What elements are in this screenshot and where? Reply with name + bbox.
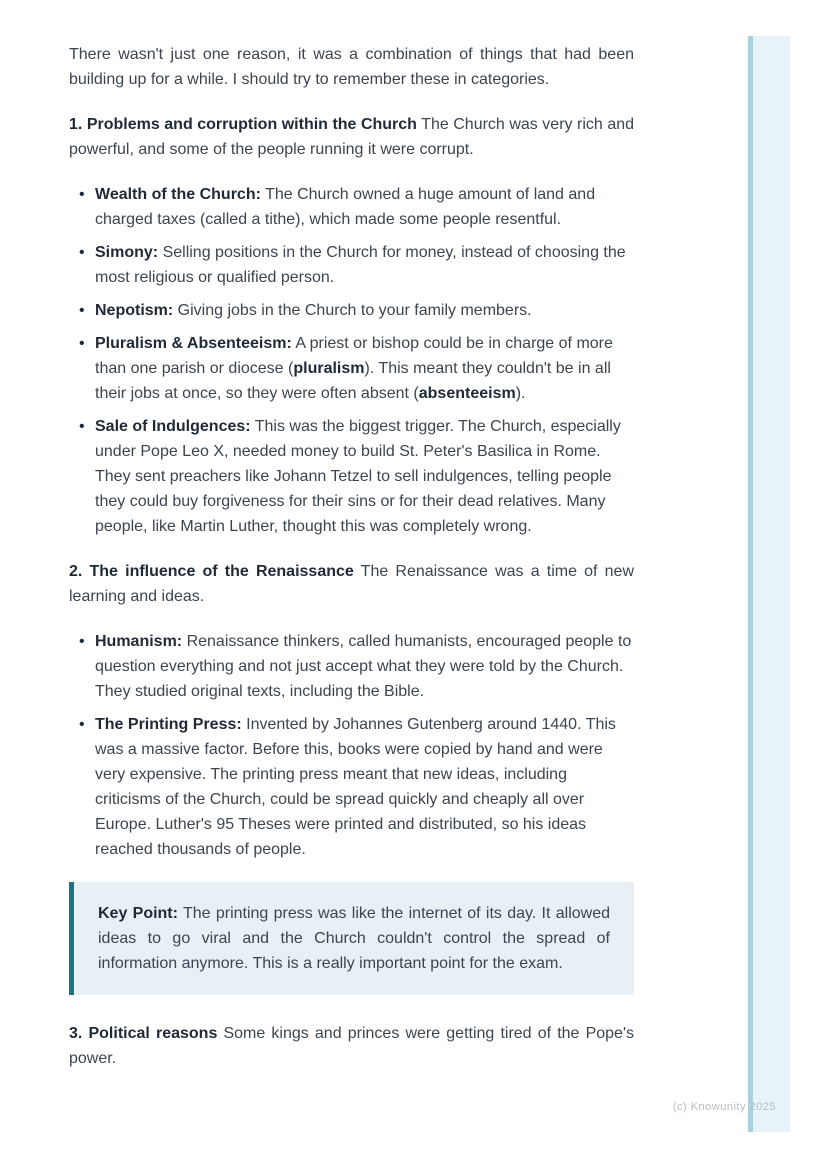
renaissance-list (69, 629, 634, 862)
list-item: • The Printing Press: Invented by Johannes Gutenberg around 1440. This was a massive factor. Before this, books were copied by hand and were very expensive. The printing press meant that new ideas, including criticisms of the Church, could be spread quickly and cheaply all over Europe. Luther's 95 Theses were printed and distributed, so his ideas reached thousands of people. (69, 712, 634, 862)
list-item: • Simony: Selling positions in the Church for money, instead of choosing the most religious or qualified person. (69, 240, 634, 290)
watermark: (c) Knowunity 2025 (672, 1101, 776, 1113)
intro-paragraph: There wasn't just one reason, it was a combination of things that had been building up for a while. I should try to remember these in categories. (69, 46, 634, 88)
list-item: • Sale of Indulgences: This was the biggest trigger. The Church, especially under Pope Leo X, needed money to build St. Peter's Basilica in Rome. They sent preachers like Johann Tetzel to sell indulgences, telling people they could buy forgiveness for their sins or for their dead relatives. Many people, like Martin Luther, thought this was completely wrong. (69, 414, 634, 539)
keypoint-text: Key Point: The printing press was like the internet of its day. It allowed ideas to go viral and the Church couldn't control the spread of information anymore. This is a really important point for the exam. (98, 905, 610, 972)
list-item: • Pluralism & Absenteeism: A priest or bishop could be in charge of more than one parish or diocese (pluralism). This meant they couldn't be in all their jobs at once, so they were often absent (absenteeism). (69, 331, 634, 406)
note-content (69, 42, 634, 1091)
keypoint-callout (69, 882, 634, 995)
church-problems-list (69, 182, 634, 539)
list-item: • Nepotism: Giving jobs in the Church to your family members. (69, 298, 634, 323)
section-2-heading-paragraph: 2. The influence of the Renaissance The Renaissance was a time of new learning and ideas. (69, 563, 635, 605)
section-3-heading-paragraph: 3. Political reasons Some kings and princes were getting tired of the Pope's power. (69, 1025, 634, 1067)
section-1-heading-paragraph: 1. Problems and corruption within the Church The Church was very rich and powerful, and some of the people running it were corrupt. (69, 116, 635, 158)
list-item: • Humanism: Renaissance thinkers, called humanists, encouraged people to question everything and not just accept what they were told by the Church. They studied original texts, including the Bible. (69, 629, 634, 704)
list-item: • Wealth of the Church: The Church owned a huge amount of land and charged taxes (called a tithe), which made some people resentful. (69, 182, 634, 232)
page-edge-bar (748, 36, 790, 1132)
